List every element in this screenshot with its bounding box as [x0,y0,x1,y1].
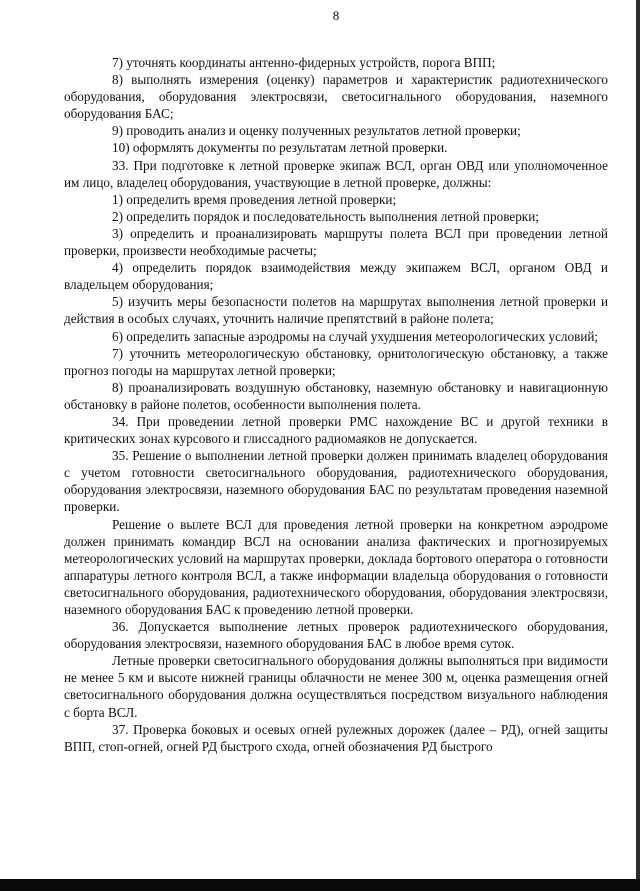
clause-33: 33. При подготовке к летной проверке экипаж ВСЛ, орган ОВД или уполномоченное им лицо, владелец оборудования, участвующие в летной проверке, должны: [64,157,608,190]
list-item-9-analysis: 9) проводить анализ и оценку полученных результатов летной проверки; [112,123,521,139]
clause-37: 37. Проверка боковых и осевых огней рулежных дорожек (далее – РД), огней защиты ВПП, стоп-огней, огней РД быстрого схода, огней обозначения РД быстрого [64,721,608,754]
list-item-10-documents: 10) оформлять документы по результатам летной проверки. [112,140,448,156]
clause-33-item-5: 5) изучить меры безопасности полетов на маршрутах выполнения летной проверки и действия в особых случаях, уточнить наличие препятствий в районе полета; [64,294,608,327]
scan-edge-right [636,0,640,891]
clause-33-item-3: 3) определить и проанализировать маршруты полета ВСЛ при проведении летной проверки, произвести необходимые расчеты; [64,225,608,259]
scan-edge-bottom [0,879,640,891]
clause-36: 36. Допускается выполнение летных проверок радиотехнического оборудования, оборудования электросвязи, наземного оборудования БАС в любое время суток. [64,619,608,652]
clause-33-item-2: 2) определить порядок и последовательность выполнения летной проверки; [112,208,539,224]
list-item-7-coordinates: 7) уточнять координаты антенно-фидерных устройств, порога ВПП; [112,55,496,70]
clause-33-item-6: 6) определить запасные аэродромы на случай ухудшения метеорологических условий; [112,328,599,344]
clause-34: 34. При проведении летной проверки РМС нахождение ВС и другой техники в критических зонах курсового и глиссадного радиомаяков не допускается. [64,413,608,447]
clause-33-item-1: 1) определить время проведения летной проверки; [112,191,397,207]
page-number: 8 [332,8,340,23]
clause-33-item-4: 4) определить порядок взаимодействия между экипажем ВСЛ, органом ОВД и владельцем оборудования; [64,260,608,293]
document-page [64,8,608,755]
clause-35: 35. Решение о выполнении летной проверки должен принимать владелец оборудования с учетом готовности светосигнального оборудования, радиотехнического оборудования, оборудования электросвязи, наземного оборудования БАС по результатам проведения наземной проверки. [64,448,608,515]
clause-36-lighting-conditions: Летные проверки светосигнального оборудования должны выполняться при видимости не менее 5 км и высоте нижней границы облачности не менее 300 м, оценка размещения огней светосигнального оборудования должна осуществляться посредством визуального наблюдения с борта ВСЛ. [64,653,608,720]
list-item-8-measurements: 8) выполнять измерения (оценку) параметров и характеристик радиотехнического оборудования, оборудования электросвязи, светосигнального оборудования, наземного оборудования БАС; [64,72,608,122]
clause-33-item-7: 7) уточнить метеорологическую обстановку, орнитологическую обстановку, а также прогноз погоды на маршрутах летной проверки; [64,345,608,378]
clause-35-decision: Решение о вылете ВСЛ для проведения летной проверки на конкретном аэродроме должен принимать командир ВСЛ на основании анализа фактических и прогнозируемых метеорологических условий на маршрутах проверки, доклада бортового оператора о готовности аппаратуры летного контроля ВСЛ, а также информации владельца оборудования о готовности светосигнального оборудования, радиотехнического оборудования, оборудования электросвязи, наземного оборудования БАС к проведению летной проверки. [64,516,608,617]
clause-33-item-8: 8) проанализировать воздушную обстановку, наземную обстановку и навигационную обстановку в районе полетов, особенности выполнения полета. [64,379,608,412]
